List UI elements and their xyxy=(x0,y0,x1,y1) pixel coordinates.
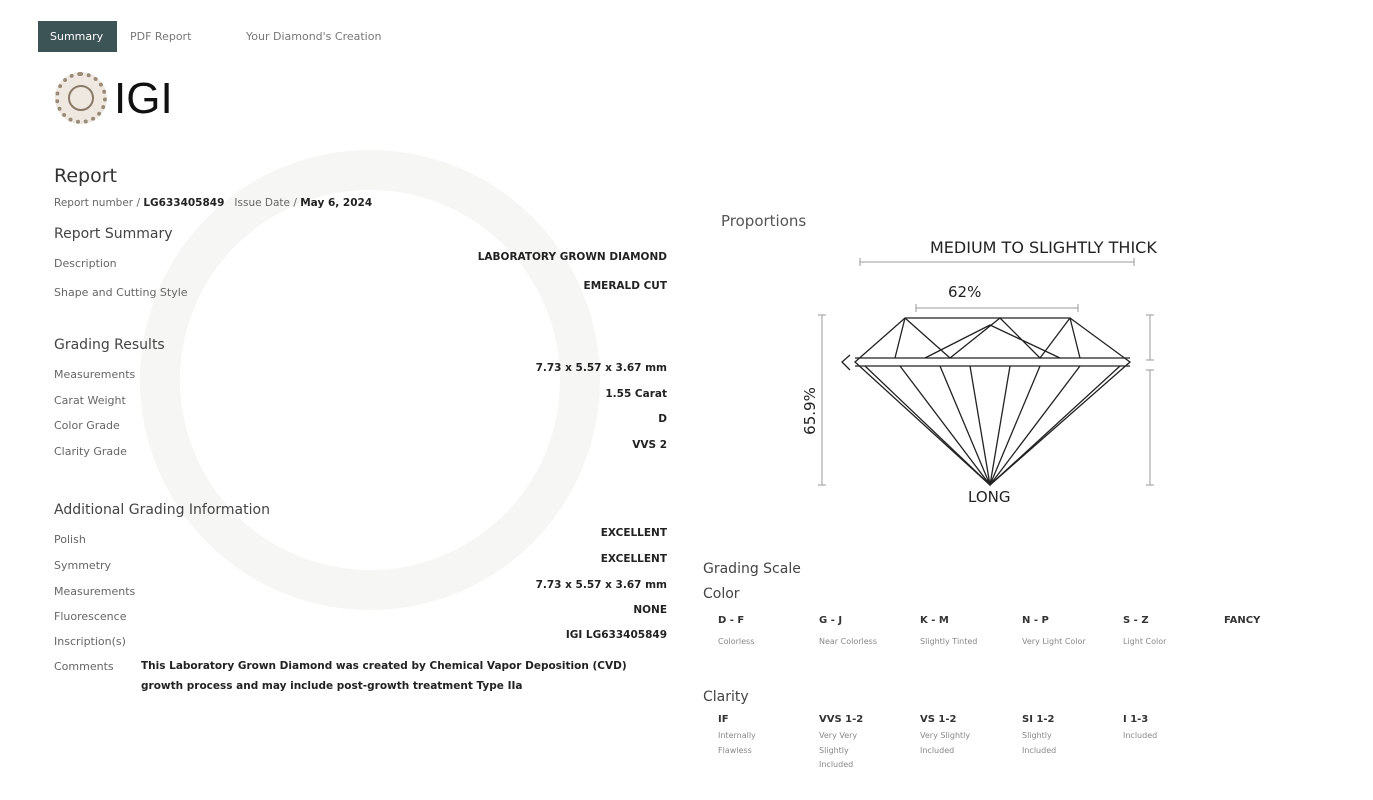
comments-label: Comments xyxy=(54,660,114,673)
depth-percent: 65.9% xyxy=(800,387,819,435)
tab-summary[interactable]: Summary xyxy=(38,21,117,52)
clarity-grade-desc: Very Very Slightly Included xyxy=(819,731,858,769)
row-label: Polish xyxy=(54,533,86,546)
clarity-grade-desc: Included xyxy=(1123,731,1158,740)
culet-label: LONG xyxy=(968,488,1011,506)
clarity-grade-code: VVS 1-2 xyxy=(819,714,864,725)
row-value: EMERALD CUT xyxy=(583,280,667,292)
report-number: LG633405849 xyxy=(143,197,225,209)
report-title: Report xyxy=(54,165,117,187)
igi-logo: IGI xyxy=(114,74,173,123)
color-scale-title: Color xyxy=(703,586,740,602)
grading-scale-title: Grading Scale xyxy=(703,561,801,577)
row-value: 1.55 Carat xyxy=(605,388,667,400)
color-grade-desc: Light Color xyxy=(1123,637,1167,646)
color-grade-code: FANCY xyxy=(1224,615,1261,626)
row-label: Color Grade xyxy=(54,419,120,432)
row-label: Clarity Grade xyxy=(54,445,127,458)
tab-pdf-report[interactable]: PDF Report xyxy=(130,30,192,43)
clarity-grade-code: VS 1-2 xyxy=(920,714,957,725)
row-label: Fluorescence xyxy=(54,610,127,623)
clarity-scale-title: Clarity xyxy=(703,689,749,705)
color-grade-code: N - P xyxy=(1022,615,1049,626)
row-value: NONE xyxy=(633,604,667,616)
row-label: Symmetry xyxy=(54,559,112,572)
row-value: 7.73 x 5.57 x 3.67 mm xyxy=(535,362,667,374)
issue-date-label: Issue Date / xyxy=(234,197,297,209)
row-label: Measurements xyxy=(54,585,136,598)
girdle-label: MEDIUM TO SLIGHTLY THICK xyxy=(930,238,1157,257)
row-label: Shape and Cutting Style xyxy=(54,286,188,299)
row-label: Measurements xyxy=(54,368,136,381)
color-grade-desc: Very Light Color xyxy=(1022,637,1086,646)
row-value: LABORATORY GROWN DIAMOND xyxy=(477,251,667,263)
row-value: D xyxy=(658,413,667,425)
color-grade-code: D - F xyxy=(718,615,745,626)
additional-title: Additional Grading Information xyxy=(54,502,270,518)
row-value: IGI LG633405849 xyxy=(565,629,667,641)
row-value: EXCELLENT xyxy=(600,527,667,539)
clarity-grade-code: I 1-3 xyxy=(1123,714,1149,725)
row-label: Inscription(s) xyxy=(54,635,126,648)
row-value: EXCELLENT xyxy=(600,553,667,565)
color-grade-code: K - M xyxy=(920,615,949,626)
color-grade-code: G - J xyxy=(819,615,843,626)
color-grade-desc: Near Colorless xyxy=(819,637,878,646)
clarity-grade-desc: Internally Flawless xyxy=(718,731,756,755)
row-label: Description xyxy=(54,257,117,270)
proportions-title: Proportions xyxy=(721,212,807,230)
table-percent: 62% xyxy=(948,283,982,301)
tab-diamond-creation[interactable]: Your Diamond's Creation xyxy=(246,30,382,43)
clarity-grade-desc: Very Slightly Included xyxy=(920,731,971,755)
color-grade-code: S - Z xyxy=(1123,615,1149,626)
summary-title: Report Summary xyxy=(54,226,173,242)
clarity-grade-desc: Slightly Included xyxy=(1022,731,1057,755)
report-number-label: Report number / xyxy=(54,197,140,209)
color-grade-desc: Colorless xyxy=(718,637,755,646)
comments-text: This Laboratory Grown Diamond was created by Chemical Vapor Deposition (CVD) growth process and may include post-growth treatment Type IIa xyxy=(141,660,627,692)
issue-date: May 6, 2024 xyxy=(300,197,373,209)
clarity-grade-code: IF xyxy=(718,714,729,725)
clarity-grade-code: SI 1-2 xyxy=(1022,714,1055,725)
row-value: 7.73 x 5.57 x 3.67 mm xyxy=(535,579,667,591)
row-value: VVS 2 xyxy=(632,439,667,451)
row-label: Carat Weight xyxy=(54,394,126,407)
color-grade-desc: Slightly Tinted xyxy=(920,637,978,646)
grading-title: Grading Results xyxy=(54,337,165,353)
